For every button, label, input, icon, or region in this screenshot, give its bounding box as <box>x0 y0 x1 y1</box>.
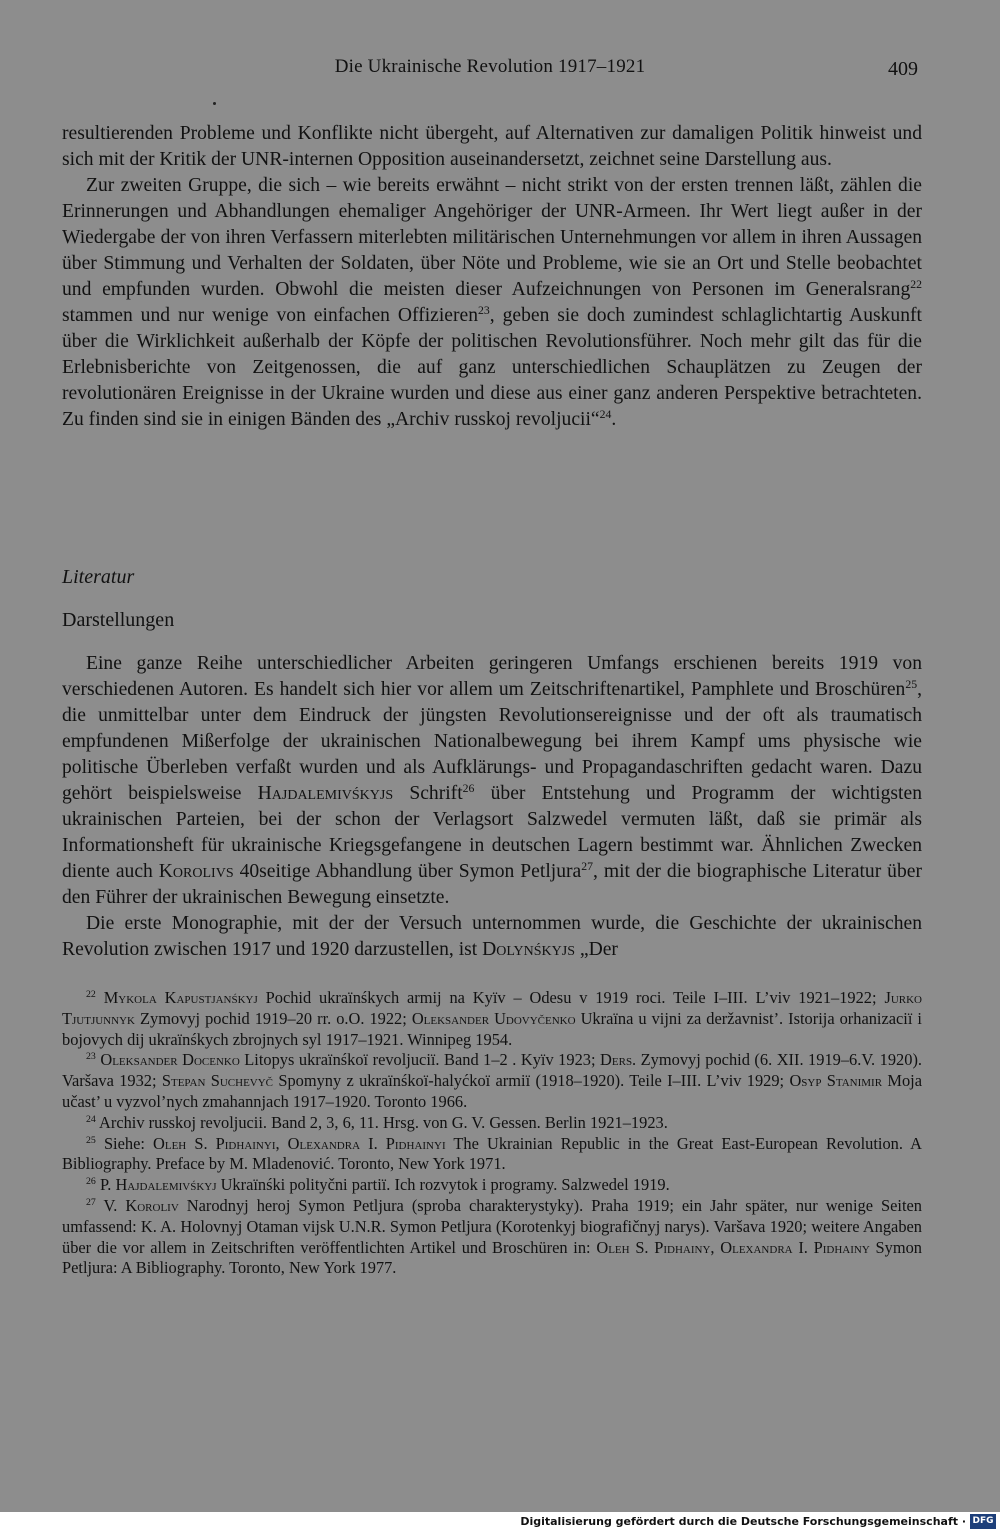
subsection-heading: Darstellungen <box>62 609 175 631</box>
text-run: Spomyny z ukraïnśkoï-halyćkoï armiï (1918–1920). Teile I–III. L’viv 1929; <box>273 1071 790 1091</box>
footnote-ref: 22 <box>910 277 922 291</box>
footnote <box>62 1196 922 1279</box>
footnote-number: 23 <box>86 1051 96 1063</box>
author-name: Osyp Stanimir <box>789 1071 883 1091</box>
text-run: , die unmittelbar unter dem Eindruck der jüngsten Revolutionsereignisse und der oft als traumatisch empfundenen Mißerfolge der ukrainischen Nationalbewegung bei ihrem Kampf ums physische wie politische Überleben verfaßt wurden und als Aufklärungs- und Propagandaschriften gedacht waren. Dazu gehört beispielsweise <box>62 679 922 804</box>
text-run: Ukraïna u vijni za deržavnist’. Istorija orhanizaciï i bojovych dij ukraïnśkych zbrojnych syl 1917–1921. Winnipeg 1954. <box>62 1008 922 1049</box>
text-run: stammen und nur wenige von einfachen Offizieren <box>62 305 479 326</box>
text-run: Symon Petljura: A Bibliography. Toronto, New York 1977. <box>62 1237 922 1278</box>
text-run: , mit der die biographische Literatur über den Führer der ukrainischen Bewegung einsetzte. <box>62 861 922 908</box>
author-name: Stepan Suchevyč <box>161 1071 274 1091</box>
footnote-number: 24 <box>86 1113 96 1125</box>
footnote <box>62 988 922 1050</box>
footnote-number: 25 <box>86 1134 96 1146</box>
scan-dot-mark <box>213 102 216 105</box>
text-run: P. <box>99 1175 116 1195</box>
author-name: Oleh S. Pidhainy, Olexandra I. Pidhainy <box>596 1237 870 1257</box>
running-title: Die Ukrainische Revolution 1917–1921 <box>334 56 646 77</box>
author-name: Oleksander Udovyčenko <box>411 1008 576 1028</box>
author-name: Koroliv <box>125 1195 179 1215</box>
author-name: Korolivs <box>158 861 234 882</box>
section-text <box>62 651 922 963</box>
text-run: . <box>611 409 617 430</box>
footnotes <box>62 988 922 1279</box>
text-run: Zymovyj pochid 1919–20 rr. o.O. 1922; <box>134 1008 412 1028</box>
text-run: The Ukrainian Republic in the Great East-European Revolution. A Bibliography. Preface by M. Mladenović. Toronto, New York 1971. <box>62 1133 922 1174</box>
text-run: Moja učast’ u vyzvol’nych zmahannjach 1917–1920. Toronto 1966. <box>62 1071 922 1111</box>
text-run: über Entstehung und Programm der wichtigsten ukrainischen Parteien, bei der schon der Verlagsort Salzwedel vermuten läßt, daß sie primär als Informationsheft für ukrainische Kriegsgefangene in deutschen Lagern bestimmt war. Ähnlichen Zwecken diente auch <box>62 783 922 882</box>
text-run: , geben sie doch zumindest schlaglichtartig Auskunft über die Wirklichkeit außerhalb der Köpfe der politischen Revolutionsführer. Noch mehr gilt das für die Erlebnisberichte von Zeitgenossen, die auf ganz unterschiedlichen Schauplätzen zu Zeugen der revolutionären Ereignisse in der Ukraine wurden und diese aus einer ganz anderen Perspektive betrachteten. Zu finden sind sie in einigen Bänden des „Archiv russkoj revoljucii“ <box>62 305 922 430</box>
author-name: Dolynśkyjs <box>482 939 575 960</box>
author-name: Oleh S. Pidhainyi, Olexandra I. Pidhainyi <box>153 1133 446 1153</box>
author-name: Jurko Tjutjunnyk <box>62 988 922 1028</box>
footnote <box>62 1175 922 1196</box>
author-name: Oleksander Docenko <box>100 1050 240 1070</box>
author-name: Mykola Kapustjanśkyj <box>103 988 258 1007</box>
text-run: Archiv russkoj revoljucii. Band 2, 3, 6, 11. Hrsg. von G. V. Gessen. Berlin 1921–1923. <box>99 1112 668 1132</box>
page-header <box>0 56 1000 86</box>
text-run: Eine ganze Reihe unterschiedlicher Arbeiten geringeren Umfangs erschienen bereits 1919 von verschiedenen Autoren. Es handelt sich hier vor allem um Zeitschriftenartikel, Pamphlete und Broschüren <box>62 653 922 700</box>
paragraph <box>62 651 922 911</box>
footnote-ref: 27 <box>581 859 593 873</box>
footer-credit: Digitalisierung gefördert durch die Deutsche Forschungsgemeinschaft · <box>520 1515 966 1528</box>
footnote-ref: 25 <box>905 677 918 691</box>
text-run: Zur zweiten Gruppe, die sich – wie bereits erwähnt – nicht strikt von der ersten trennen läßt, zählen die Erinnerungen und Abhandlungen ehemaliger Angehöriger der UNR-Armeen. Ihr Wert liegt außer in der Wiedergabe der von ihren Verfassern miterlebten militärischen Unternehmungen vor allem in ihren Aussagen über Stimmung und Verhalten der Soldaten, über Nöte und Probleme, wie sie an Ort und Stelle beobachtet und empfunden wurden. Obwohl die meisten dieser Aufzeichnungen von Personen im Generalsrang <box>62 175 922 300</box>
digitization-footer <box>0 1512 1000 1532</box>
text-run: Narodnyj heroj Symon Petljura (sproba charakterystyky). Praha 1919; ein Jahr später, nur wenige Seiten umfassend: K. A. Holovnyj Otaman vijsk U.N.R. Symon Petljura (Korotenkyj biografičnyj narys). Varšava 1920; weitere Angaben über die vor allem in Zeitschriften veröffentlichten Artikel und Broschüren in: <box>62 1195 923 1257</box>
text-run: Ukraïnśki polityčni partiï. Ich rozvytok i programy. Salzwedel 1919. <box>216 1175 670 1195</box>
text-run: 40seitige Abhandlung über Symon Petljura <box>233 861 582 882</box>
footnote-number: 27 <box>86 1197 96 1209</box>
text-run: Siehe: <box>103 1133 154 1153</box>
author-name: Ders. <box>600 1050 637 1070</box>
main-text <box>62 121 922 433</box>
author-name: Hajdalemivśkyj <box>115 1175 217 1195</box>
text-run: Litopys ukraïnśkoï revoljuciï. Band 1–2 . Kyïv 1923; <box>239 1050 601 1070</box>
text-run: „Der <box>574 939 618 960</box>
footnote <box>62 1113 922 1134</box>
footnote-ref: 26 <box>462 781 475 795</box>
dfg-logo: DFG <box>970 1514 996 1529</box>
footnote <box>62 1134 922 1176</box>
author-name: Hajdalemivśkyjs <box>257 783 394 804</box>
text-run: Zymovyj pochid (6. XII. 1919–6.V. 1920). Varšava 1932; <box>62 1050 923 1091</box>
footnote-ref: 23 <box>478 303 490 317</box>
text-run: V. <box>103 1195 126 1215</box>
footnote <box>62 1050 922 1112</box>
text-run: Die erste Monographie, mit der der Versuch unternommen wurde, die Geschichte der ukrainischen Revolution zwischen 1917 und 1920 darzustellen, ist <box>62 913 922 960</box>
text-run: Schrift <box>393 783 463 804</box>
paragraph: resultierenden Probleme und Konflikte nicht übergeht, auf Alternativen zur damaligen Politik hinweist und sich mit der Kritik der UNR-internen Opposition auseinandersetzt, zeichnet seine Darstellung aus. <box>62 123 922 170</box>
page-number: 409 <box>888 58 918 80</box>
text-run: Pochid ukraïnśkych armij na Kyïv – Odesu v 1919 roci. Teile I–III. L’viv 1921–1922; <box>257 988 885 1007</box>
paragraph <box>62 173 922 433</box>
section-heading: Literatur <box>62 566 135 588</box>
footnote-ref: 24 <box>599 407 612 421</box>
footnote-number: 26 <box>86 1176 96 1188</box>
footnote-number: 22 <box>86 989 96 1001</box>
paragraph <box>62 911 922 963</box>
